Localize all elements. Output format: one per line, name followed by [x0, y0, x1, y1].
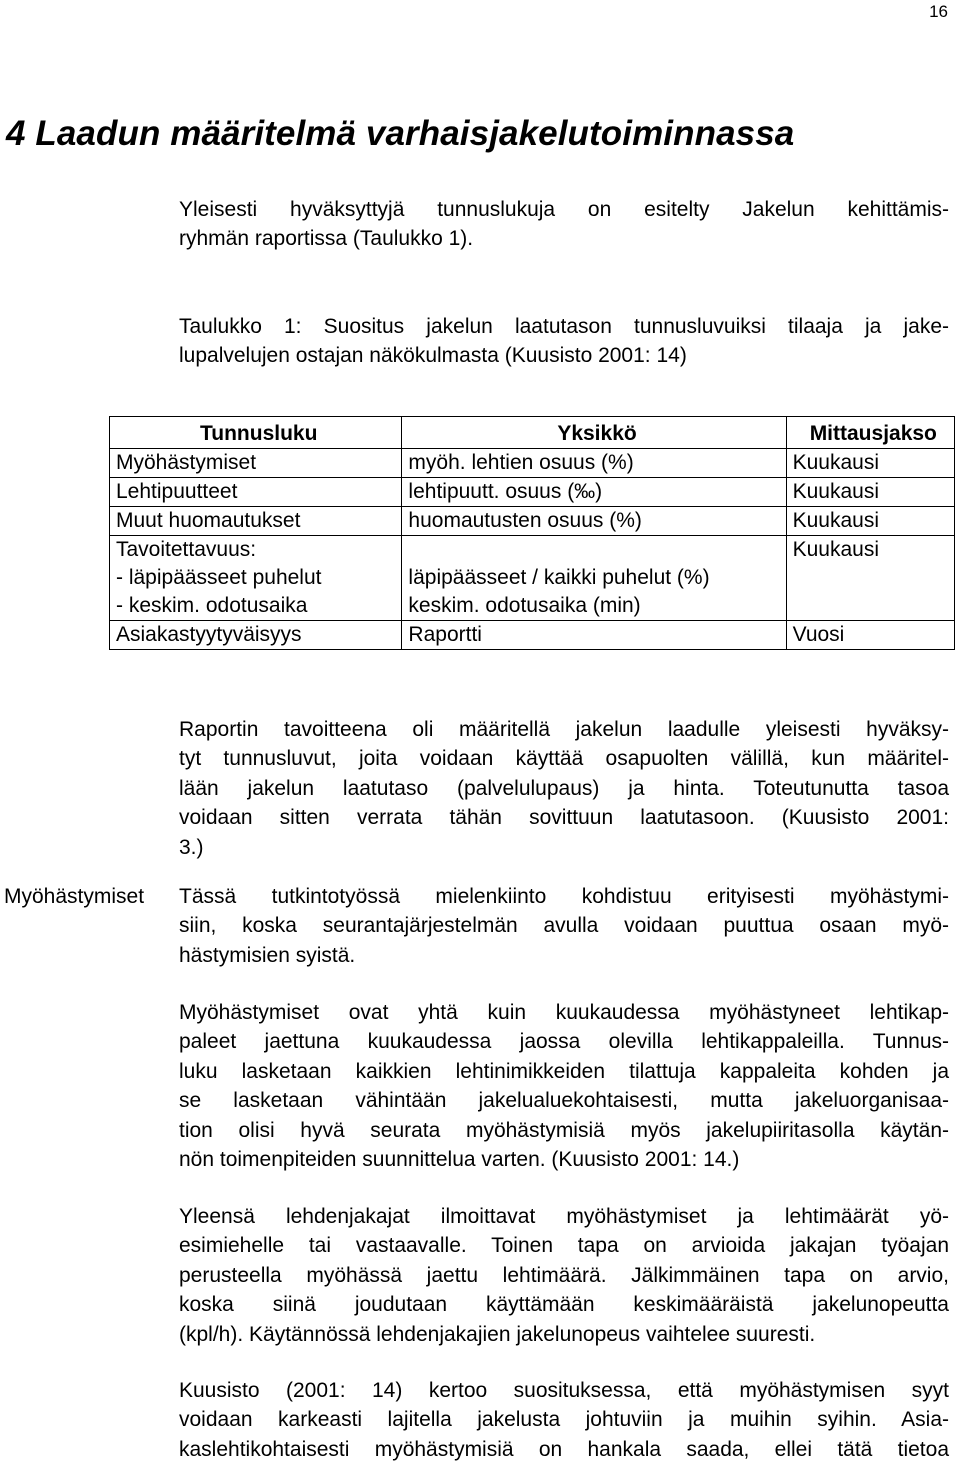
table-cell: Raportti	[402, 621, 786, 650]
paragraph-line: Tässä tutkintotyössä mielenkiinto kohdistuu erityisesti myöhästymi-	[179, 885, 949, 908]
paragraph-line: voidaan karkeasti lajitella jakelusta johtuviin ja muihin syihin. Asia-	[179, 1408, 949, 1432]
cell-line: läpipäässeet / kaikki puhelut (%)	[408, 566, 710, 589]
cell-line: Tavoitettavuus:	[116, 538, 257, 561]
intro-line: ryhmän raportissa (Taulukko 1).	[179, 227, 474, 251]
table-row	[110, 621, 955, 650]
paragraph-line: luku lasketaan kaikkien lehtinimikkeiden tilattuja kappaleita kohden ja	[179, 1059, 949, 1083]
paragraph-line: lään jakelun laatutaso (palvelulupaus) ja hinta. Toteutunutta tasoa	[179, 776, 949, 800]
caption-line: Taulukko 1: Suositus jakelun laatutason tunnusluvuiksi tilaaja ja jake-	[179, 315, 949, 338]
paragraph-line: esimiehelle tai vastaavalle. Toinen tapa on arvioida jakajan työajan	[179, 1234, 949, 1258]
header-yksikko: Yksikkö	[402, 417, 786, 449]
cell-line: - keskim. odotusaika	[116, 594, 308, 617]
paragraph-line: hästymisien syistä.	[179, 943, 356, 967]
table-cell: Kuukausi	[786, 536, 954, 621]
table-cell: Kuukausi	[786, 507, 954, 536]
paragraph-line: tyt tunnusluvut, joita voidaan käyttää osapuolten välillä, kun määritel-	[179, 747, 949, 771]
caption-line: lupalvelujen ostajan näkökulmasta (Kuusisto 2001: 14)	[179, 344, 687, 368]
header-tunnusluku: Tunnusluku	[110, 417, 402, 449]
paragraph-line: Raportin tavoitteena oli määritellä jakelun laadulle yleisesti hyväksy-	[179, 718, 949, 741]
table-cell: huomautusten osuus (%)	[402, 507, 786, 536]
paragraph-line: se lasketaan vähintään jakelualuekohtaisesti, mutta jakeluorganisaa-	[179, 1089, 949, 1113]
paragraph-1	[179, 715, 949, 862]
paragraph-line: siin, koska seurantajärjestelmän avulla voidaan puuttua osaan myö-	[179, 914, 949, 938]
table-row	[110, 478, 955, 507]
indicator-table	[109, 416, 955, 650]
paragraph-3	[179, 998, 949, 1174]
paragraph-line: voidaan sitten verrata tähän sovittuun laatutasoon. (Kuusisto 2001:	[179, 806, 949, 830]
table-cell	[110, 536, 402, 621]
cell-line: keskim. odotusaika (min)	[408, 594, 641, 617]
table-cell: Asiakastyytyväisyys	[110, 621, 402, 650]
table-cell: lehtipuutt. osuus (‰)	[402, 478, 786, 507]
table-row	[110, 536, 955, 621]
header-mittausjakso: Mittausjakso	[786, 417, 954, 449]
paragraph-line: Kuusisto (2001: 14) kertoo suosituksessa, että myöhästymisen syyt	[179, 1379, 949, 1402]
table-cell: Kuukausi	[786, 478, 954, 507]
paragraph-line: Myöhästymiset ovat yhtä kuin kuukaudessa myöhästyneet lehtikap-	[179, 1001, 949, 1024]
paragraph-line: paleet jaettuna kuukaudessa jaossa olevilla lehtikappaleilla. Tunnus-	[179, 1030, 949, 1054]
side-heading: Myöhästymiset	[4, 885, 145, 908]
table-cell: Vuosi	[786, 621, 954, 650]
paragraph-line: Yleensä lehdenjakajat ilmoittavat myöhästymiset ja lehtimäärät yö-	[179, 1205, 949, 1228]
table-cell: Lehtipuutteet	[110, 478, 402, 507]
chapter-title: 4 Laadun määritelmä varhaisjakelutoiminnassa	[6, 114, 795, 153]
paragraph-4	[179, 1202, 949, 1349]
paragraph-2	[179, 882, 949, 970]
cell-line	[408, 536, 785, 564]
cell-line: - läpipäässeet puhelut	[116, 566, 322, 589]
page-number: 16	[929, 2, 948, 21]
paragraph-line: kaslehtikohtaisesti myöhästymisiä on hankala saada, ellei tätä tietoa	[179, 1437, 949, 1461]
intro-paragraph	[179, 195, 949, 254]
table-cell	[402, 536, 786, 621]
paragraph-line: tion olisi hyvä seurata myöhästymisiä myös jakelupiiritasolla käytän-	[179, 1118, 949, 1142]
paragraph-line: perusteella myöhässä jaettu lehtimäärä. Jälkimmäinen tapa on arvio,	[179, 1263, 949, 1287]
intro-line: Yleisesti hyväksyttyjä tunnuslukuja on esitelty Jakelun kehittämis-	[179, 198, 949, 221]
table-row	[110, 449, 955, 478]
table-cell: myöh. lehtien osuus (%)	[402, 449, 786, 478]
table-cell: Muut huomautukset	[110, 507, 402, 536]
paragraph-line: koska siinä joudutaan käyttämään keskimääräistä jakelunopeutta	[179, 1293, 949, 1317]
table-caption	[179, 312, 949, 371]
table-header-row	[110, 417, 955, 449]
paragraph-line: 3.)	[179, 835, 204, 859]
paragraph-5	[179, 1376, 949, 1464]
table-row	[110, 507, 955, 536]
table-cell: Kuukausi	[786, 449, 954, 478]
paragraph-line: (kpl/h). Käytännössä lehdenjakajien jakelunopeus vaihtelee suuresti.	[179, 1322, 816, 1346]
table-cell: Myöhästymiset	[110, 449, 402, 478]
paragraph-line: nön toimenpiteiden suunnittelua varten. (Kuusisto 2001: 14.)	[179, 1148, 740, 1172]
